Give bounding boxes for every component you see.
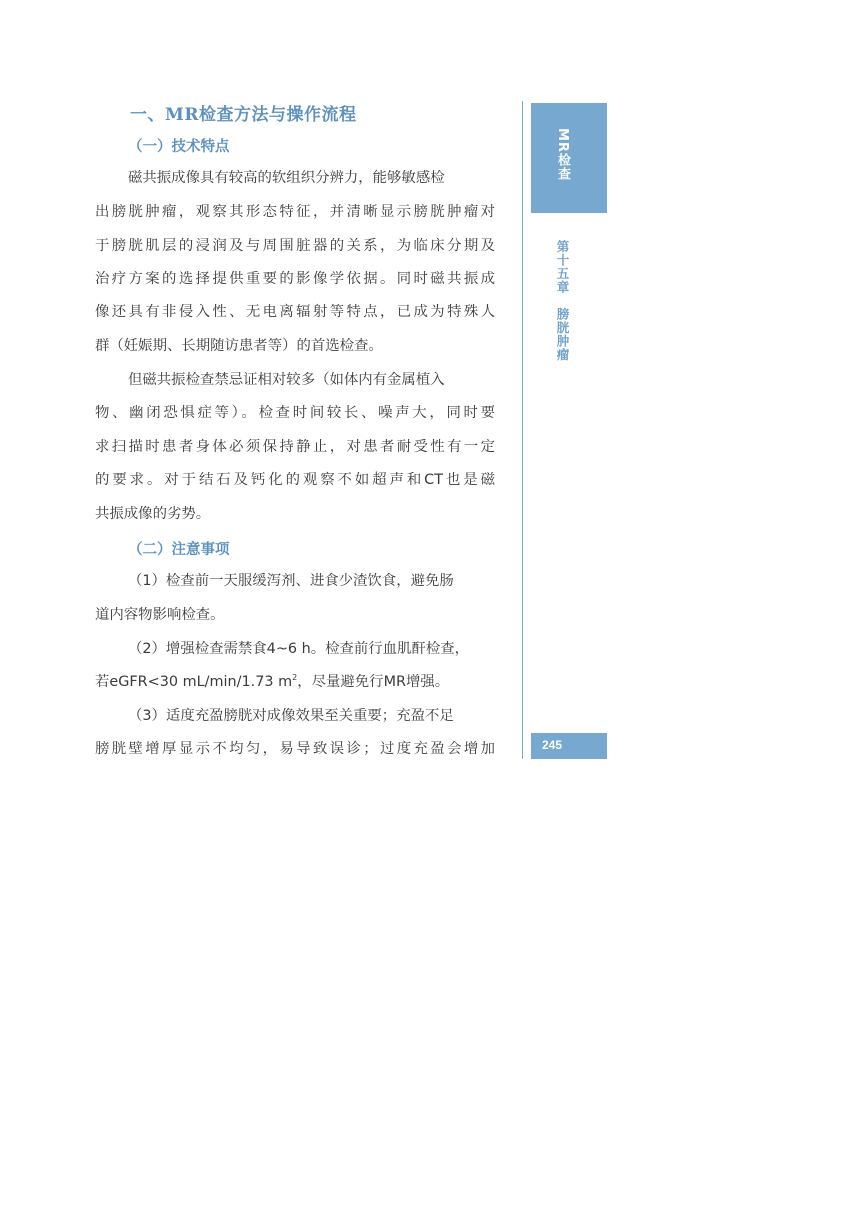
- page-number: 245: [542, 738, 563, 752]
- section-tab-label: MR检查: [555, 128, 570, 181]
- text-line: 求扫描时患者身体必须保持静止，对患者耐受性有一定: [95, 439, 495, 455]
- text-line: （3）适度充盈膀胱对成像效果至关重要；充盈不足: [128, 708, 454, 724]
- text-line: 于膀胱肌层的浸润及与周围脏器的关系，为临床分期及: [95, 238, 495, 254]
- subheading-precautions: （二）注意事项: [128, 542, 230, 558]
- text-line: 物、幽闭恐惧症等）。检查时间较长、噪声大，同时要: [95, 405, 495, 421]
- text-line: （1）检查前一天服缓泻剂、进食少渣饮食，避免肠: [128, 573, 454, 589]
- text-line: [95, 672, 449, 692]
- text-span: 若eGFR<30 mL/min/1.73 m: [95, 674, 293, 690]
- text-line: 治疗方案的选择提供重要的影像学依据。同时磁共振成: [95, 271, 495, 287]
- text-line: 共振成像的劣势。: [95, 506, 211, 522]
- text-line: 但磁共振检查禁忌证相对较多（如体内有金属植入: [128, 372, 445, 388]
- text-line: 道内容物影响检查。: [95, 607, 225, 623]
- subheading-technical-features: （一）技术特点: [128, 139, 230, 155]
- superscript: 2: [292, 673, 298, 683]
- text-line: 出膀胱肿瘤，观察其形态特征，并清晰显示膀胱肿瘤对: [95, 204, 495, 220]
- chapter-label: 第十五章 膀胱肿瘤: [555, 240, 570, 362]
- text-span: ，尽量避免行MR增强。: [297, 674, 450, 690]
- text-line: 群（妊娠期、长期随访患者等）的首选检查。: [95, 338, 383, 354]
- text-line: （2）增强检查需禁食4~6 h。检查前行血肌酐检查，: [128, 641, 470, 657]
- text-line: 的要求。对于结石及钙化的观察不如超声和CT也是磁: [95, 472, 495, 488]
- text-line: 磁共振成像具有较高的软组织分辨力，能够敏感检: [128, 170, 445, 186]
- text-line: 膀胱壁增厚显示不均匀，易导致误诊；过度充盈会增加: [95, 741, 495, 757]
- margin-rule: [522, 101, 523, 759]
- section-title: 一、MR检查方法与操作流程: [130, 105, 357, 125]
- text-line: 像还具有非侵入性、无电离辐射等特点，已成为特殊人: [95, 304, 495, 320]
